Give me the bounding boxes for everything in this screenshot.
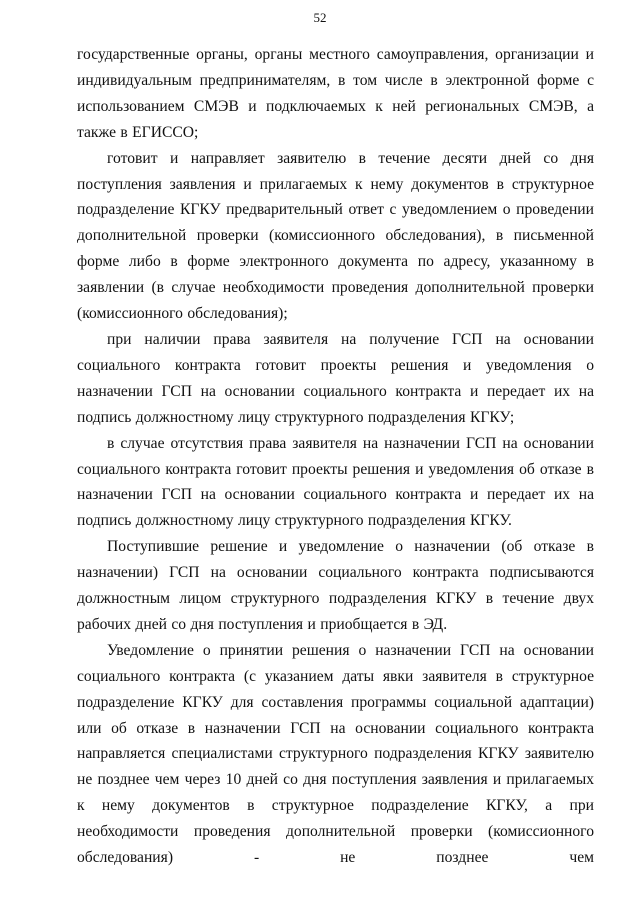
paragraph-notification: Уведомление о принятии решения о назначении ГСП на основании социального контракта (с указанием даты явки заявителя в структурное подразделение КГКУ для составления программы социальной адаптации) или об отказе в назначении ГСП на основании социального контракта направляется специалистами структурного подразделения КГКУ заявителю не позднее чем через 10 дней со дня поступления заявления и прилагаемых к нему документов в структурное подразделение КГКУ, а при необходимости проведения дополнительной проверки (комиссионного обследования) - не позднее чем: [77, 641, 594, 867]
paragraph-continuation: государственные органы, органы местного самоуправления, организации и индивидуальным предпринимателям, в том числе в электронной форме с использованием СМЭВ и подключаемых к ней региональных СМЭВ, а также в ЕГИССО;: [77, 46, 594, 141]
document-body: [77, 42, 594, 871]
paragraph-preliminary-response: готовит и направляет заявителю в течение десяти дней со дня поступления заявления и прилагаемых к нему документов в структурное подразделение КГКУ предварительный ответ с уведомлением о проведении дополнительной проверки (комиссионного обследования), в письменной форме либо в форме электронного документа по адресу, указанному в заявлении (в случае необходимости проведения дополнительной проверки (комиссионного обследования);: [77, 149, 594, 323]
paragraph-right-present: при наличии права заявителя на получение ГСП на основании социального контракта готовит проекты решения и уведомления о назначении ГСП на основании социального контракта и передает их на подпись должностному лицу структурного подразделения КГКУ;: [77, 330, 594, 426]
page-number: 52: [313, 10, 327, 25]
paragraph-signing: Поступившие решение и уведомление о назначении (об отказе в назначении) ГСП на основании социального контракта подписываются должностным лицом структурного подразделения КГКУ в течение двух рабочих дней со дня поступления и приобщается в ЭД.: [77, 538, 594, 633]
paragraph-right-absent: в случае отсутствия права заявителя на назначении ГСП на основании социального контракта готовит проекты решения и уведомления об отказе в назначении ГСП на основании социального контракта и передает их на подпись должностному лицу структурного подразделения КГКУ.: [77, 434, 594, 530]
